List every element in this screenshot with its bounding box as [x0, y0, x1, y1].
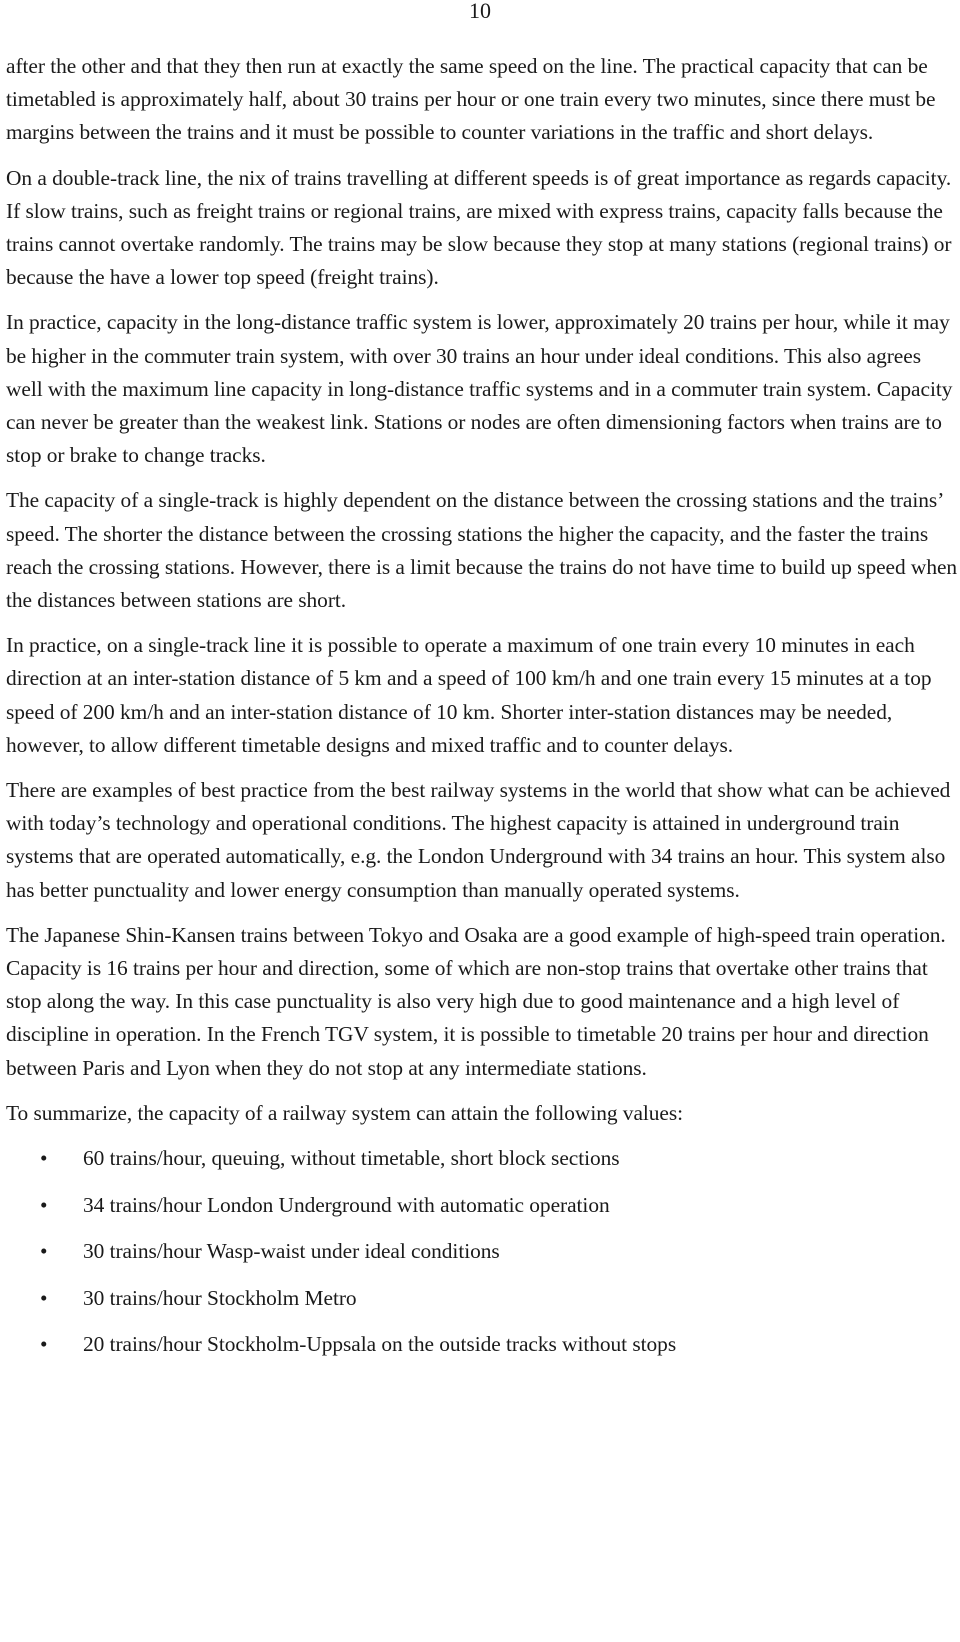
list-item-text: 34 trains/hour London Underground with automatic operation: [83, 1192, 610, 1217]
bullet-icon: •: [40, 1332, 48, 1357]
list-item: [6, 1189, 958, 1221]
bullet-icon: •: [40, 1146, 48, 1171]
paragraph-continuation: after the other and that they then run at exactly the same speed on the line. The practical capacity that can be timetabled is approximately half, about 30 trains per hour or one train every two minutes, since there must be margins between the trains and it must be possible to counter variations in the traffic and short delays.: [6, 54, 936, 145]
list-item: [6, 1142, 958, 1174]
list-item-text: 20 trains/hour Stockholm-Uppsala on the outside tracks without stops: [83, 1332, 677, 1357]
list-item: [6, 1282, 958, 1314]
paragraph-double-track: On a double-track line, the nix of trains travelling at different speeds is of great importance as regards capacity. If slow trains, such as freight trains or regional trains, are mixed with express trains, capacity falls because the trains cannot overtake randomly. The trains may be slow because they stop at many stations (regional trains) or because the have a lower top speed (freight trains).: [6, 165, 952, 290]
bullet-icon: •: [40, 1285, 48, 1310]
paragraph-long-distance: In practice, capacity in the long-distance traffic system is lower, approximately 20 trains per hour, while it may be higher in the commuter train system, with over 30 trains an hour under ideal conditions. This also agrees well with the maximum line capacity in long-distance traffic systems and in a commuter train system. Capacity can never be greater than the weakest link. Stations or nodes are often dimensioning factors when trains are to stop or brake to change tracks.: [6, 310, 953, 468]
bullet-icon: •: [40, 1192, 48, 1217]
paragraph-single-track-practice: In practice, on a single-track line it is possible to operate a maximum of one train every 10 minutes in each direction at an inter-station distance of 5 km and a speed of 100 km/h and one train every 15 minutes at a top speed of 200 km/h and an inter-station distance of 10 km. Shorter inter-station distances may be needed, however, to allow different timetable designs and mixed traffic and to counter delays.: [6, 633, 932, 757]
page-number: 10: [469, 0, 491, 23]
list-item: [6, 1328, 958, 1360]
list-item: [6, 1235, 958, 1267]
list-item-text: 60 trains/hour, queuing, without timetable, short block sections: [83, 1146, 620, 1171]
list-item-text: 30 trains/hour Stockholm Metro: [83, 1285, 357, 1310]
paragraph-single-track: The capacity of a single-track is highly dependent on the distance between the crossing stations and the trains’ speed. The shorter the distance between the crossing stations the higher the capacity, and the faster the trains reach the crossing stations. However, there is a limit because the trains do not have time to build up speed when the distances between stations are short.: [6, 488, 958, 613]
paragraph-shin-kansen: The Japanese Shin-Kansen trains between Tokyo and Osaka are a good example of high-speed train operation. Capacity is 16 trains per hour and direction, some of which are non-stop trains that overtake other trains that stop along the way. In this case punctuality is also very high due to good maintenance and a high level of discipline in operation. In the French TGV system, it is possible to timetable 20 trains per hour and direction between Paris and Lyon when they do not stop at any intermediate stations.: [6, 922, 946, 1080]
bullet-icon: •: [40, 1239, 48, 1264]
paragraph-summary-intro: To summarize, the capacity of a railway system can attain the following values:: [6, 1100, 684, 1125]
list-item-text: 30 trains/hour Wasp-waist under ideal conditions: [83, 1239, 500, 1264]
paragraph-best-practice: There are examples of best practice from the best railway systems in the world that show what can be achieved with today’s technology and operational conditions. The highest capacity is attained in underground train systems that are operated automatically, e.g. the London Underground with 34 trains an hour. This system also has better punctuality and lower energy consumption than manually operated systems.: [6, 778, 951, 902]
document-body: [6, 50, 958, 1375]
capacity-values-list: [6, 1142, 958, 1360]
